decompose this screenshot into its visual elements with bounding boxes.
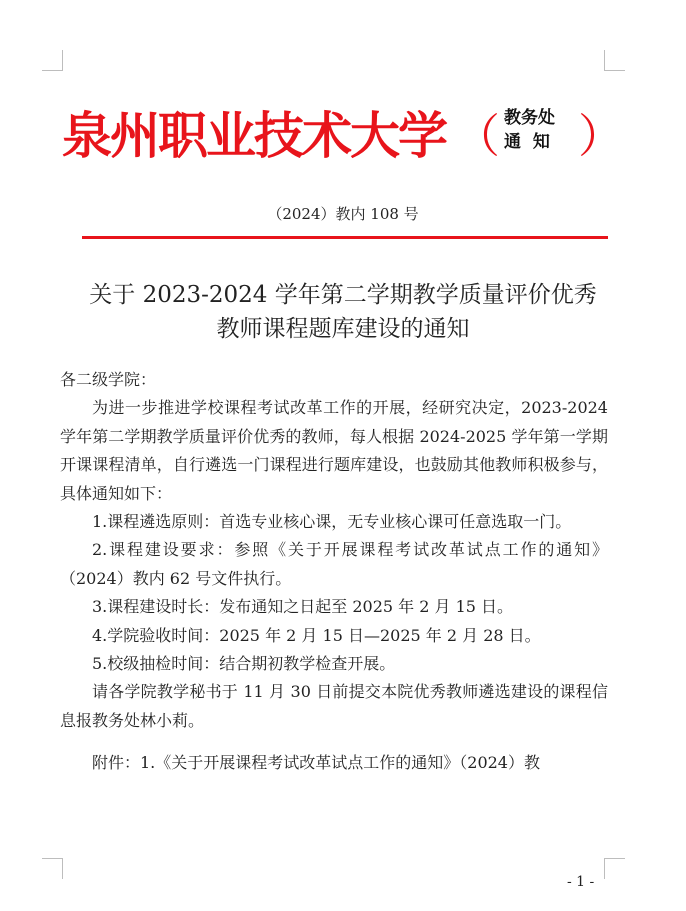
department-label [504, 106, 555, 154]
masthead-paren-left: （ [454, 109, 500, 163]
masthead [62, 88, 622, 178]
crop-mark-top-right [604, 50, 625, 71]
list-item-3: 3.课程建设时长：发布通知之日起至 2025 年 2 月 15 日。 [92, 597, 514, 617]
crop-mark-bottom-left [42, 858, 63, 879]
salutation: 各二级学院： [60, 370, 157, 389]
crop-mark-top-left [42, 50, 63, 71]
organization-name: 泉州职业技术大学 [62, 107, 446, 165]
notice-label: 通 知 [504, 132, 550, 152]
list-item-1: 1.课程遴选原则：首选专业核心课，无专业核心课可任意选取一门。 [92, 512, 572, 532]
document-body [60, 366, 608, 778]
department-name: 教务处 [504, 108, 555, 128]
page-number: - 1 - [567, 874, 595, 890]
document-number: （2024）教内 108 号 [267, 205, 419, 223]
document-title [0, 278, 686, 346]
red-divider-line [82, 236, 608, 239]
attachment-line: 附件：1.《关于开展课程考试改革试点工作的通知》（2024）教 [92, 753, 540, 773]
list-item-5: 5.校级抽检时间：结合期初教学检查开展。 [92, 654, 396, 674]
crop-mark-bottom-right [604, 858, 625, 879]
title-line-1: 关于 2023-2024 学年第二学期教学质量评价优秀 [89, 282, 597, 308]
title-line-2: 教师课程题库建设的通知 [216, 316, 470, 342]
closing-paragraph: 请各学院教学秘书于 11 月 30 日前提交本院优秀教师遴选建设的课程信息报教务处林小莉。 [60, 682, 608, 730]
list-item-2: 2.课程建设要求：参照《关于开展课程考试改革试点工作的通知》（2024）教内 62 号文件执行。 [60, 540, 608, 588]
masthead-paren-right: ） [578, 109, 624, 163]
list-item-4: 4.学院验收时间：2025 年 2 月 15 日—2025 年 2 月 28 日。 [92, 625, 541, 645]
intro-paragraph: 为进一步推进学校课程考试改革工作的开展，经研究决定，2023-2024 学年第二学期教学质量评价优秀的教师，每人根据 2024-2025 学年第一学期开课课程清单，自行遴选一门课程进行题库建设，也鼓励其他教师积极参与，具体通知如下： [60, 398, 608, 503]
